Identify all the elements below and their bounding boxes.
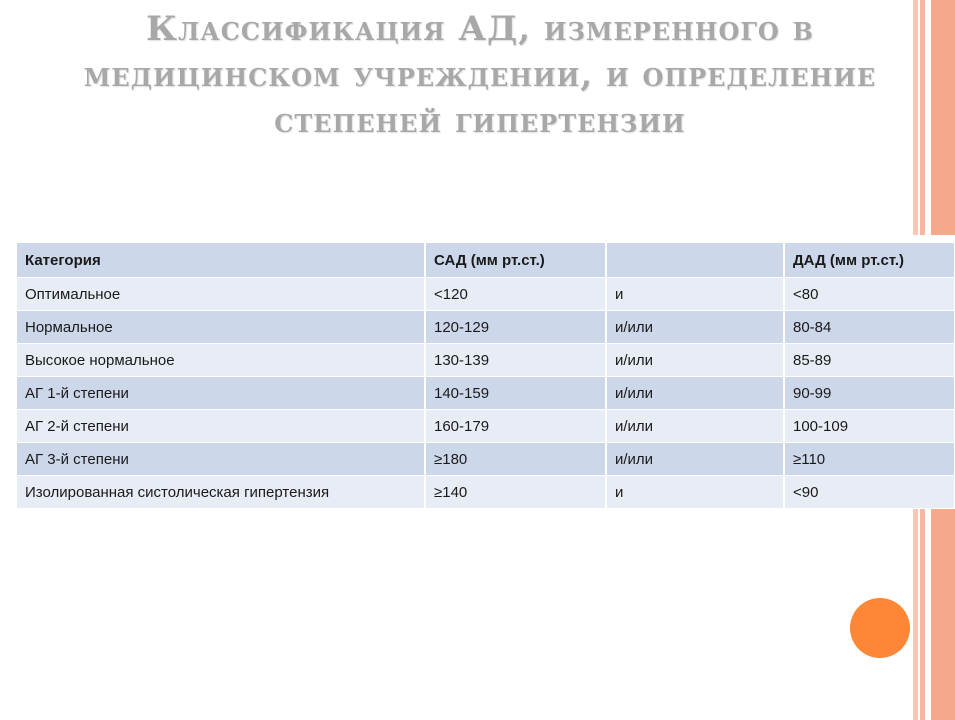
cell-connector: и/или	[606, 311, 784, 344]
cell-sbp: 140-159	[425, 377, 606, 410]
table-header-row	[17, 243, 955, 278]
cell-connector: и	[606, 476, 784, 509]
cell-dbp: 100-109	[784, 410, 955, 443]
table-container	[17, 235, 955, 509]
cell-sbp: ≥180	[425, 443, 606, 476]
cell-category: Оптимальное	[17, 278, 425, 311]
cell-dbp: 80-84	[784, 311, 955, 344]
cell-category: АГ 1-й степени	[17, 377, 425, 410]
cell-dbp: ≥110	[784, 443, 955, 476]
slide-title: Классификация АД, измеренного в медицинском учреждении, и определение степеней гипертензии	[83, 9, 877, 141]
cell-sbp: ≥140	[425, 476, 606, 509]
cell-connector: и/или	[606, 377, 784, 410]
cell-category: Нормальное	[17, 311, 425, 344]
table-row	[17, 476, 955, 509]
cell-category: Высокое нормальное	[17, 344, 425, 377]
cell-dbp: <90	[784, 476, 955, 509]
header-sbp: САД (мм рт.ст.)	[425, 243, 606, 278]
table-row	[17, 344, 955, 377]
cell-category: АГ 3-й степени	[17, 443, 425, 476]
table-row	[17, 443, 955, 476]
header-connector	[606, 243, 784, 278]
cell-category: АГ 2-й степени	[17, 410, 425, 443]
cell-connector: и/или	[606, 443, 784, 476]
table-row	[17, 377, 955, 410]
table-row	[17, 410, 955, 443]
cell-connector: и/или	[606, 410, 784, 443]
cell-connector: и	[606, 278, 784, 311]
header-dbp: ДАД (мм рт.ст.)	[784, 243, 955, 278]
cell-dbp: 90-99	[784, 377, 955, 410]
table-row	[17, 278, 955, 311]
cell-connector: и/или	[606, 344, 784, 377]
cell-sbp: 160-179	[425, 410, 606, 443]
cell-dbp: 85-89	[784, 344, 955, 377]
header-category: Категория	[17, 243, 425, 278]
cell-dbp: <80	[784, 278, 955, 311]
bp-classification-table	[17, 243, 955, 509]
cell-sbp: 130-139	[425, 344, 606, 377]
orange-circle-decoration	[850, 598, 910, 658]
cell-sbp: <120	[425, 278, 606, 311]
cell-sbp: 120-129	[425, 311, 606, 344]
table-row	[17, 311, 955, 344]
cell-category: Изолированная систолическая гипертензия	[17, 476, 425, 509]
